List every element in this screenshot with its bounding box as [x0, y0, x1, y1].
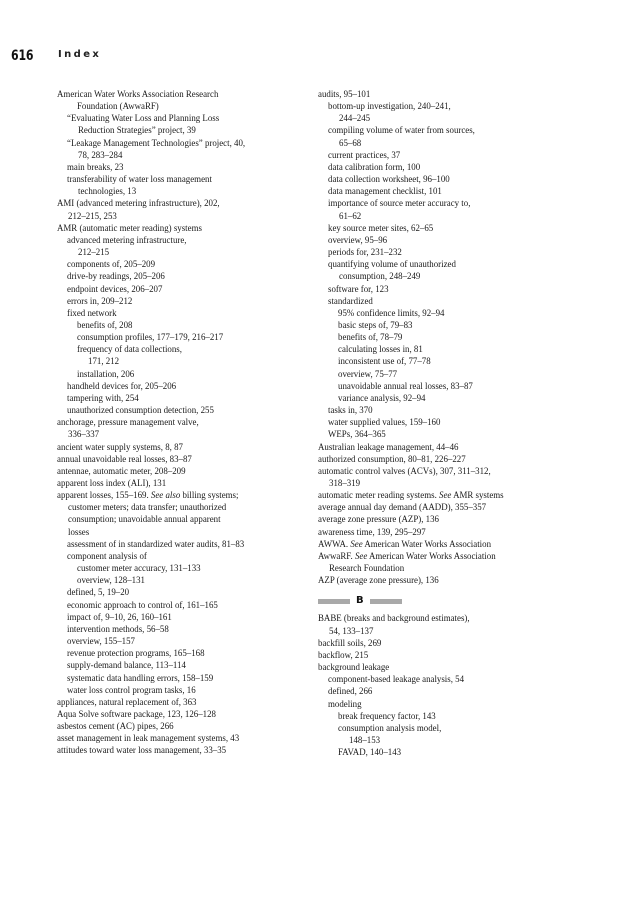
index-entry [57, 659, 310, 671]
index-column-right [318, 88, 574, 758]
index-entry [57, 611, 310, 623]
index-entry [57, 672, 310, 684]
index-entry [318, 661, 574, 673]
index-entry [57, 453, 310, 465]
see-target: American Water Works Association [362, 538, 492, 549]
entry-text: transferability of water loss management [67, 174, 212, 185]
index-entry [57, 720, 310, 732]
see-target: billing systems; [180, 490, 239, 501]
entry-text: data management checklist, 101 [328, 186, 442, 197]
index-entry [57, 635, 310, 647]
index-entry [57, 586, 310, 598]
entry-continuation: 171, 212 [88, 356, 120, 367]
entry-text: handheld devices for, 205–206 [67, 380, 177, 391]
entry-text: customer meter accuracy, 131–133 [77, 563, 201, 574]
index-entry [318, 574, 574, 586]
index-entry [318, 612, 574, 636]
entry-text: calculating losses in, 81 [338, 344, 423, 355]
index-entry [57, 623, 310, 635]
index-entry [318, 343, 574, 355]
index-entry [57, 599, 310, 611]
entry-text: modeling [328, 698, 362, 709]
index-entry [318, 173, 574, 185]
see-reference: See also [150, 490, 181, 501]
entry-text: component analysis of [67, 550, 147, 561]
entry-text: AMI (advanced metering infrastructure), 202, [57, 198, 220, 209]
entry-continuation: 336–337 [68, 429, 100, 440]
running-head: Index [58, 49, 102, 60]
index-column-left [57, 88, 310, 757]
index-entry [57, 137, 310, 161]
entry-continuation: losses [68, 526, 90, 537]
index-entry [318, 526, 574, 538]
letter-heading [318, 590, 574, 612]
entry-text: anchorage, pressure management valve, [57, 417, 199, 428]
index-entry [57, 574, 310, 586]
index-entry [318, 673, 574, 685]
entry-text: AWWA. [318, 538, 351, 549]
entry-text: asset management in leak management systems, 43 [57, 733, 240, 744]
entry-text: overview, 128–131 [77, 575, 145, 586]
entry-continuation: 61–62 [339, 210, 362, 221]
entry-continuation: consumption; unavoidable annual apparent [68, 514, 221, 525]
index-entry [57, 161, 310, 173]
index-entry [57, 489, 310, 538]
entry-continuation: 78, 283–284 [78, 149, 123, 160]
see-reference: See [350, 538, 363, 549]
entry-text: audits, 95–101 [318, 89, 371, 99]
heading-bar-left [318, 599, 350, 604]
index-entry [318, 100, 574, 124]
entry-continuation: 212–215, 253 [68, 210, 117, 221]
entry-text: automatic control valves (ACVs), 307, 311–312, [318, 465, 491, 476]
entry-text: “Evaluating Water Loss and Planning Loss [67, 113, 220, 124]
entry-text: average annual day demand (AADD), 355–357 [318, 502, 487, 513]
index-entry [57, 283, 310, 295]
entry-text: importance of source meter accuracy to, [328, 198, 471, 209]
index-entry [57, 550, 310, 562]
entry-continuation: 54, 133–137 [329, 625, 374, 636]
entry-text: endpoint devices, 206–207 [67, 283, 163, 294]
entry-text: backflow, 215 [318, 649, 369, 660]
entry-text: components of, 205–209 [67, 259, 156, 270]
entry-text: average zone pressure (AZP), 136 [318, 514, 439, 525]
index-entry [318, 428, 574, 440]
index-entry [57, 222, 310, 234]
entry-text: unavoidable annual real losses, 83–87 [338, 380, 473, 391]
entry-text: defined, 266 [328, 686, 373, 697]
entry-text: economic approach to control of, 161–165 [67, 599, 218, 610]
index-entry [318, 710, 574, 722]
index-entry [318, 234, 574, 246]
index-entry [318, 746, 574, 758]
index-entry [57, 465, 310, 477]
entry-text: BABE (breaks and background estimates), [318, 613, 470, 624]
entry-text: consumption profiles, 177–179, 216–217 [77, 332, 224, 343]
index-entry [318, 441, 574, 453]
index-entry [318, 246, 574, 258]
entry-continuation: 148–153 [349, 734, 381, 745]
entry-continuation: 318–319 [329, 478, 361, 488]
entry-text: 95% confidence limits, 92–94 [338, 307, 445, 318]
entry-text: backfill soils, 269 [318, 637, 382, 648]
index-entry [57, 477, 310, 489]
see-reference: See [439, 490, 452, 501]
index-entry [57, 538, 310, 550]
entry-text: American Water Works Association Research [57, 89, 219, 99]
index-entry [318, 722, 574, 746]
index-entry [57, 696, 310, 708]
entry-text: data calibration form, 100 [328, 161, 421, 172]
entry-text: installation, 206 [77, 368, 135, 379]
index-entry [318, 331, 574, 343]
index-entry [57, 88, 310, 100]
entry-text: compiling volume of water from sources, [328, 125, 475, 136]
entry-continuation: technologies, 13 [78, 186, 137, 197]
index-entry [57, 343, 310, 367]
entry-text: Foundation (AwwaRF) [77, 101, 159, 112]
index-entry [318, 222, 574, 234]
index-entry [318, 637, 574, 649]
entry-text: AwwaRF. [318, 550, 355, 561]
index-entry [318, 283, 574, 295]
index-entry [318, 685, 574, 697]
index-entry [318, 649, 574, 661]
index-entry [57, 562, 310, 574]
entry-text: standardized [328, 295, 373, 306]
entry-text: data collection worksheet, 96–100 [328, 174, 450, 185]
index-entry [57, 295, 310, 307]
index-entry [318, 416, 574, 428]
index-entry [318, 295, 574, 307]
index-entry [318, 698, 574, 710]
entry-continuation: customer meters; data transfer; unauthorized [68, 502, 227, 513]
entry-text: appliances, natural replacement of, 363 [57, 696, 197, 707]
index-entry [57, 307, 310, 319]
entry-text: Aqua Solve software package, 123, 126–128 [57, 708, 216, 719]
entry-text: automatic meter reading systems. [318, 490, 440, 501]
see-target: AMR systems [451, 490, 504, 501]
heading-bar-right [370, 599, 402, 604]
entry-text: basic steps of, 79–83 [338, 319, 413, 330]
index-entry [57, 173, 310, 197]
page-number: 616 [11, 48, 34, 64]
entry-text: awareness time, 139, 295–297 [318, 526, 426, 537]
entry-text: defined, 5, 19–20 [67, 587, 130, 598]
entry-text: systematic data handling errors, 158–159 [67, 672, 214, 683]
entry-text: component-based leakage analysis, 54 [328, 674, 465, 685]
entry-text: attitudes toward water loss management, 33–35 [57, 745, 227, 756]
entry-text: bottom-up investigation, 240–241, [328, 101, 451, 112]
index-entry [318, 392, 574, 404]
entry-text: frequency of data collections, [77, 344, 182, 355]
index-entry [57, 416, 310, 440]
entry-text: fixed network [67, 307, 117, 318]
entry-text: software for, 123 [328, 283, 389, 294]
index-entry [318, 149, 574, 161]
entry-text: drive-by readings, 205–206 [67, 271, 165, 282]
index-entry [57, 100, 310, 112]
index-entry [57, 404, 310, 416]
entry-text: main breaks, 23 [67, 161, 124, 172]
index-entry [318, 319, 574, 331]
index-entry [57, 732, 310, 744]
index-entry [318, 124, 574, 148]
index-entry [57, 708, 310, 720]
entry-text: overview, 75–77 [338, 368, 398, 379]
entry-text: tasks in, 370 [328, 405, 373, 416]
index-entry [318, 513, 574, 525]
index-entry [318, 161, 574, 173]
entry-text: assessment of in standardized water audits, 81–83 [67, 538, 245, 549]
index-entry [318, 185, 574, 197]
entry-text: apparent losses, 155–169. [57, 490, 151, 501]
index-entry [57, 380, 310, 392]
entry-text: errors in, 209–212 [67, 295, 133, 306]
index-entry [57, 258, 310, 270]
entry-text: WEPs, 364–365 [328, 429, 386, 440]
entry-text: asbestos cement (AC) pipes, 266 [57, 721, 174, 732]
index-entry [318, 404, 574, 416]
index-entry [318, 368, 574, 380]
index-entry [318, 465, 574, 489]
entry-text: overview, 95–96 [328, 234, 388, 245]
entry-continuation: consumption, 248–249 [339, 271, 421, 282]
see-reference: See [354, 550, 368, 561]
index-entry [318, 550, 574, 574]
index-entry [318, 197, 574, 221]
entry-text: impact of, 9–10, 26, 160–161 [67, 611, 172, 622]
entry-text: water loss control program tasks, 16 [67, 684, 196, 695]
entry-text: benefits of, 208 [77, 319, 133, 330]
index-entry [57, 744, 310, 756]
see-target: American Water Works Association [367, 550, 496, 561]
entry-continuation: 244–245 [339, 113, 371, 124]
entry-text: FAVAD, 140–143 [338, 747, 402, 758]
entry-continuation: Reduction Strategies” project, 39 [78, 125, 196, 136]
entry-text: AZP (average zone pressure), 136 [318, 575, 439, 586]
entry-continuation: 212–215 [78, 247, 110, 258]
index-entry [57, 647, 310, 659]
heading-letter: B [356, 595, 364, 607]
index-entry [318, 258, 574, 282]
entry-text: AMR (automatic meter reading) systems [57, 222, 202, 233]
index-entry [318, 380, 574, 392]
entry-text: inconsistent use of, 77–78 [338, 356, 431, 367]
entry-text: background leakage [318, 662, 390, 673]
entry-text: periods for, 231–232 [328, 247, 402, 258]
entry-text: quantifying volume of unauthorized [328, 259, 456, 270]
index-entry [318, 489, 574, 501]
entry-text: key source meter sites, 62–65 [328, 222, 434, 233]
entry-text: intervention methods, 56–58 [67, 623, 169, 634]
entry-text: revenue protection programs, 165–168 [67, 648, 205, 659]
entry-text: annual unavoidable real losses, 83–87 [57, 453, 192, 464]
index-entry [318, 538, 574, 550]
entry-text: authorized consumption, 80–81, 226–227 [318, 453, 466, 464]
entry-text: water supplied values, 159–160 [328, 417, 441, 428]
index-entry [318, 355, 574, 367]
index-entry [57, 392, 310, 404]
index-entry [57, 684, 310, 696]
index-entry [57, 441, 310, 453]
entry-text: benefits of, 78–79 [338, 332, 403, 343]
entry-text: tampering with, 254 [67, 392, 139, 403]
index-entry [57, 197, 310, 221]
index-entry [318, 501, 574, 513]
entry-text: overview, 155–157 [67, 636, 135, 647]
entry-text: variance analysis, 92–94 [338, 392, 426, 403]
entry-text: ancient water supply systems, 8, 87 [57, 441, 183, 452]
index-entry [57, 112, 310, 136]
entry-text: apparent loss index (ALI), 131 [57, 478, 167, 488]
index-entry [318, 453, 574, 465]
entry-text: unauthorized consumption detection, 255 [67, 405, 214, 416]
index-entry [57, 319, 310, 331]
index-entry [318, 307, 574, 319]
index-entry [57, 270, 310, 282]
index-entry [57, 368, 310, 380]
entry-text: “Leakage Management Technologies” project, 40, [67, 137, 246, 148]
entry-continuation: 65–68 [339, 137, 362, 148]
entry-text: consumption analysis model, [338, 722, 442, 733]
entry-text: advanced metering infrastructure, [67, 234, 187, 245]
index-entry [57, 331, 310, 343]
index-entry [57, 234, 310, 258]
index-entry [318, 88, 574, 100]
entry-text: supply-demand balance, 113–114 [67, 660, 186, 671]
entry-continuation: Research Foundation [329, 563, 405, 574]
entry-text: antennae, automatic meter, 208–209 [57, 465, 186, 476]
entry-text: break frequency factor, 143 [338, 710, 436, 721]
entry-text: current practices, 37 [328, 149, 401, 160]
entry-text: Australian leakage management, 44–46 [318, 441, 459, 452]
